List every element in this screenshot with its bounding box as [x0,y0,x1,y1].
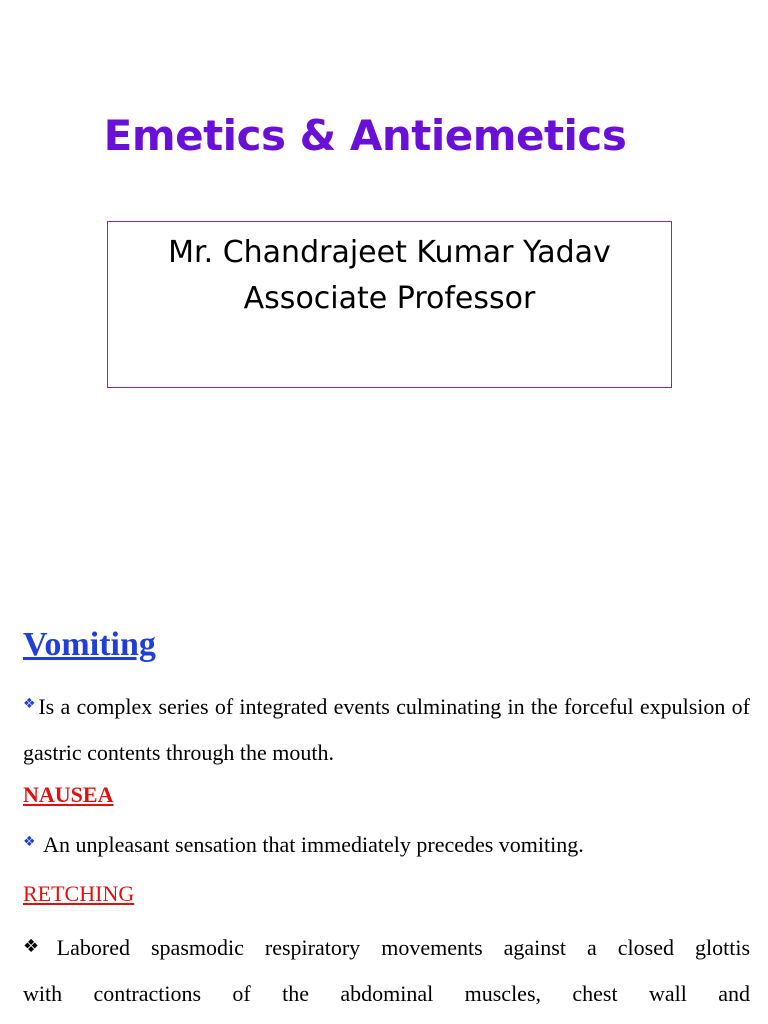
retching-paragraph [23,924,750,1017]
retching-text-line-2: with contractions of the abdominal muscles, chest wall and [23,981,750,1006]
definition-paragraph [23,681,750,776]
subheading-retching: RETCHING [23,881,135,906]
definition-text: Is a complex series of integrated events culminating in the forceful expulsion of gastric contents through the mouth. [23,694,750,765]
retching-text-line-1: Labored spasmodic respiratory movements against a closed glottis [56,935,751,960]
diamond-bullet-icon: ❖ [23,834,36,850]
diamond-bullet-icon: ❖ [23,936,55,957]
author-position: Associate Professor [243,281,536,316]
author-name: Mr. Chandrajeet Kumar Yadav [168,235,611,270]
nausea-text: An unpleasant sensation that immediately precedes vomiting. [43,832,584,857]
nausea-paragraph [23,819,750,868]
diamond-bullet-icon: ❖ [23,696,37,712]
section-heading-vomiting: Vomiting [23,626,156,663]
author-box [107,221,672,388]
subheading-nausea: NAUSEA [23,782,114,807]
page-title: Emetics & Antiemetics [103,111,627,160]
